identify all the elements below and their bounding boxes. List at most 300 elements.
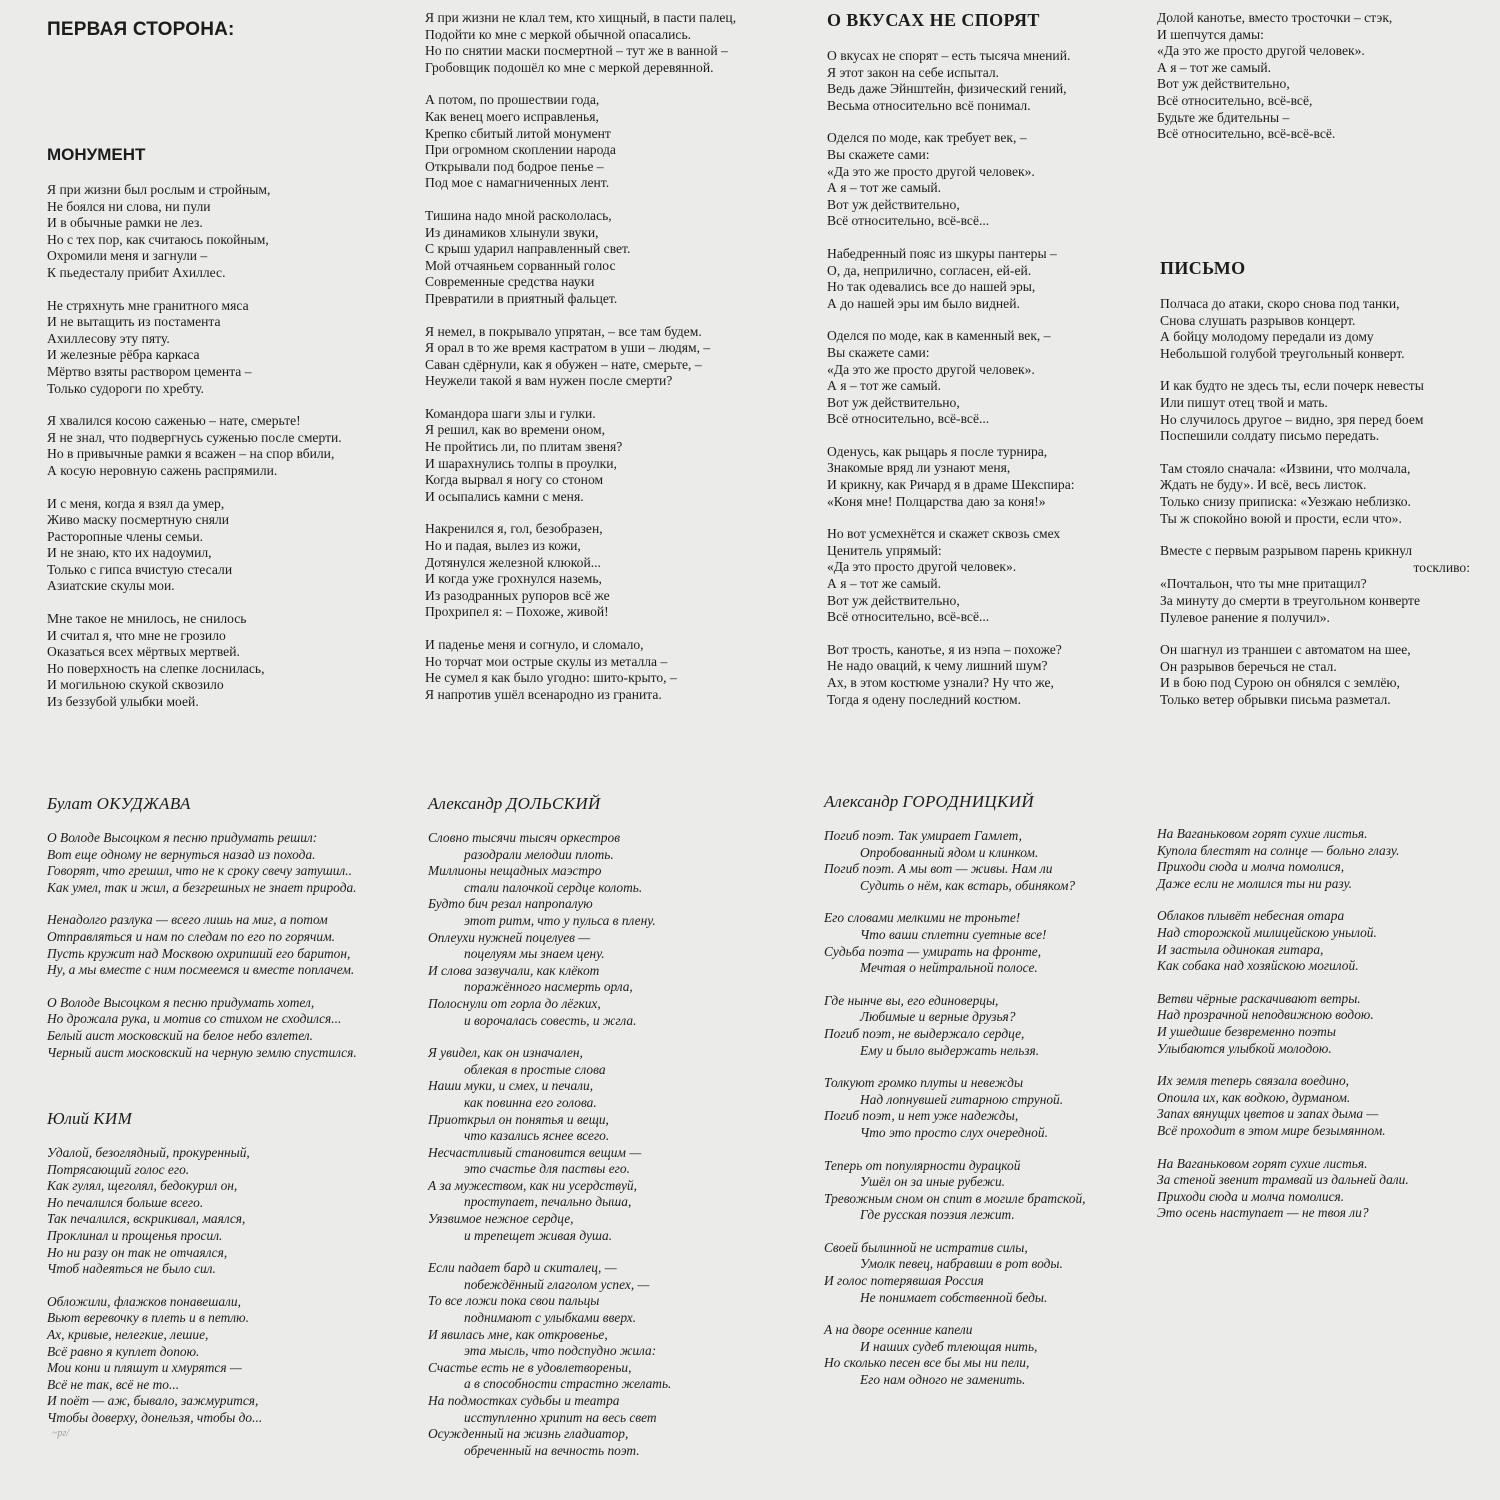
stanza bbox=[47, 413, 407, 479]
verse-line: Тревожным сном он спит в могиле братской, bbox=[824, 1190, 1086, 1206]
verse-line: Дотянулся железной клюкой... bbox=[425, 554, 601, 570]
verse-line: Из разодранных рупоров всё же bbox=[425, 587, 610, 603]
verse-line: Но в привычные рамки я всажен – на спор вбили, bbox=[47, 446, 335, 462]
verse-line: Опоила их, как водкою, дурманом. bbox=[1157, 1089, 1351, 1105]
stanza bbox=[824, 1075, 1144, 1141]
verse-line: и ворочалась совесть, и жгла. bbox=[464, 1012, 637, 1028]
pencil-mark: ~рг/ bbox=[52, 1428, 70, 1439]
verse-line: А до нашей эры им было видней. bbox=[827, 295, 1020, 311]
stanza bbox=[824, 828, 1144, 894]
verse-line: Пулевое ранение я получил». bbox=[1160, 609, 1330, 625]
verse-line: Судить о нём, как встарь, обиняком? bbox=[860, 877, 1076, 893]
verse-line: Отправляться и нам по следам по его по горячим. bbox=[47, 928, 336, 944]
verse-line: Ему и было выдержать нельзя. bbox=[860, 1042, 1040, 1058]
verse-line: О Володе Высоцком я песню придумать хотел, bbox=[47, 994, 315, 1010]
stanza bbox=[428, 1045, 758, 1244]
verse-line: Вот уж действительно, bbox=[827, 394, 960, 410]
verse-line: Мои кони и пляшут и хмурятся — bbox=[47, 1360, 242, 1376]
verse-line: На Ваганьковом горят сухие листья. bbox=[1157, 1155, 1368, 1171]
verse-line: Но с тех пор, как считаюсь покойным, bbox=[47, 231, 269, 247]
author-first-name: Булат bbox=[47, 794, 93, 813]
verse-line: И не знаю, кто их надоумил, bbox=[47, 545, 212, 561]
verse-line: Живо маску посмертную сняли bbox=[47, 512, 230, 528]
author-last-name: ОКУДЖАВА bbox=[96, 794, 191, 813]
verse-line: обреченный на вечность поэт. bbox=[464, 1442, 640, 1458]
verse-line: Что ваши сплетни суетные все! bbox=[860, 926, 1047, 942]
verse-line: А косую неровную сажень распрямили. bbox=[47, 462, 278, 478]
verse-line: Но торчат мои острые скулы из металла – bbox=[425, 653, 668, 669]
verse-line: Его словами мелкими не троньте! bbox=[824, 910, 1021, 926]
verse-line: Всё равно я куплет допою. bbox=[47, 1343, 200, 1359]
verse-line: Пусть кружит над Москвою охрипший его баритон, bbox=[47, 945, 351, 961]
verse-line: Командора шаги злы и гулки. bbox=[425, 405, 596, 421]
verse-line: А я – тот же самый. bbox=[1157, 59, 1272, 75]
author-first-name: Александр bbox=[824, 792, 899, 811]
dedication-kim bbox=[47, 1109, 407, 1443]
verse-line: Вот трость, канотье, я из нэпа – похоже? bbox=[827, 641, 1062, 657]
verse-line: Над прозрачной неподвижною водою. bbox=[1157, 1007, 1374, 1023]
dedication-gorodnitsky-continued bbox=[1157, 826, 1477, 1238]
verse-line: проступает, печально дыша, bbox=[464, 1194, 632, 1210]
verse-line: Тишина надо мной раскололась, bbox=[425, 207, 612, 223]
stanza bbox=[827, 246, 1137, 312]
verse-line: Поспешили солдату письмо передать. bbox=[1160, 428, 1380, 444]
verse-line: Над лопнувшей гитарною струной. bbox=[860, 1091, 1064, 1107]
verse-line: И могильною скукой сквозило bbox=[47, 677, 224, 693]
verse-line: Азиатские скулы мои. bbox=[47, 578, 175, 594]
verse-line: И застыла одинокая гитара, bbox=[1157, 941, 1324, 957]
verse-line: Я немел, в покрывало упрятан, – все там будем. bbox=[425, 323, 702, 339]
verse-line: И считал я, что мне не грозило bbox=[47, 627, 226, 643]
verse-line: Теперь от популярности дурацкой bbox=[824, 1157, 1021, 1173]
verse-line: И слова зазвучали, как клёкот bbox=[428, 962, 600, 978]
author-name bbox=[47, 1109, 407, 1129]
verse-line: Я решил, как во времени оном, bbox=[425, 422, 606, 438]
verse-line: Обложили, флажков понавешали, bbox=[47, 1293, 241, 1309]
verse-line: А я – тот же самый. bbox=[827, 378, 942, 394]
verse-line: Где русская поэзия лежит. bbox=[860, 1207, 1015, 1223]
verse-line: Открывали под бодрое пенье – bbox=[425, 158, 604, 174]
verse-line: и трепещет живая душа. bbox=[464, 1227, 613, 1243]
verse-line: «Коня мне! Полцарства даю за коня!» bbox=[827, 493, 1046, 509]
verse-line: Мечтая о нейтральной полосе. bbox=[860, 960, 1038, 976]
verse-line: О Володе Высоцком я песню придумать решил: bbox=[47, 830, 318, 845]
verse-line: Только судороги по хребту. bbox=[47, 380, 204, 396]
verse-line: Оденусь, как рыцарь я после турнира, bbox=[827, 443, 1048, 459]
song-text bbox=[425, 10, 795, 703]
verse-line: А за мужеством, как ни усердствуй, bbox=[428, 1177, 637, 1193]
dedication-dolsky bbox=[428, 794, 758, 1475]
verse-line: Так печалился, вскрикивал, маялся, bbox=[47, 1211, 246, 1227]
verse-line: Но сколько песен все бы мы ни пели, bbox=[824, 1355, 1030, 1371]
verse-line: Всё относительно, всё-всё... bbox=[827, 213, 990, 229]
verse-line: Запах вянущих цветов и запах дыма — bbox=[1157, 1106, 1379, 1122]
verse-line: Я орал в то же время кастратом в уши – людям, – bbox=[425, 340, 711, 356]
verse-line: Превратили в приятный фальцет. bbox=[425, 290, 618, 306]
song-letter bbox=[1160, 258, 1470, 724]
song-text bbox=[1157, 10, 1477, 143]
verse-line: Вы скажете сами: bbox=[827, 146, 930, 162]
side-heading-block bbox=[47, 19, 235, 41]
verse-line: Всё проходит в этом мире безымянном. bbox=[1157, 1122, 1386, 1138]
stanza bbox=[827, 444, 1137, 510]
stanza bbox=[428, 1260, 758, 1459]
verse-line: Всё относительно, всё-всё... bbox=[827, 609, 990, 625]
verse-line: Но ни разу он так не отчаялся, bbox=[47, 1244, 228, 1260]
verse-line: Если падает бард и скиталец, — bbox=[428, 1260, 617, 1276]
author-name bbox=[47, 794, 422, 814]
verse-line: Потрясающий голос его. bbox=[47, 1161, 190, 1177]
verse-line: это счастье для паствы его. bbox=[464, 1161, 630, 1177]
song-text bbox=[47, 182, 407, 711]
verse-line: Ну, а мы вместе с ним посмеемся и вместе поплачем. bbox=[47, 962, 355, 978]
verse-line: Весьма относительно всё понимал. bbox=[827, 97, 1031, 113]
verse-line: Улыбаются улыбкой молодою. bbox=[1157, 1040, 1332, 1056]
verse-line: А я – тот же самый. bbox=[827, 180, 942, 196]
song-monument bbox=[47, 145, 407, 727]
stanza bbox=[425, 92, 795, 192]
verse-line: Уязвимое нежное сердце, bbox=[428, 1211, 574, 1227]
song-text bbox=[1160, 296, 1470, 708]
stanza bbox=[824, 1322, 1144, 1388]
verse-line: тоскливо: bbox=[1413, 559, 1470, 575]
verse-line: Но и падая, вылез из кожи, bbox=[425, 538, 581, 554]
verse-line: И явилась мне, как откровенье, bbox=[428, 1326, 608, 1342]
verse-line: Я при жизни не клал тем, кто хищный, в пасти палец, bbox=[425, 10, 737, 25]
verse-line: Когда вырвал я ногу со стоном bbox=[425, 472, 604, 488]
verse-line: Это осень наступает — не твоя ли? bbox=[1157, 1205, 1369, 1221]
verse-line: Расторопные члены семьи. bbox=[47, 528, 204, 544]
stanza bbox=[1160, 543, 1470, 626]
verse-line: И крикну, как Ричард я в драме Шекспира: bbox=[827, 477, 1075, 493]
verse-line: Погиб поэт, не выдержало сердце, bbox=[824, 1025, 1025, 1041]
verse-line: Своей былинной не истратив силы, bbox=[824, 1239, 1028, 1255]
verse-line: «Да это просто другой человек». bbox=[827, 559, 1017, 575]
verse-line: Или пишут отец твой и мать. bbox=[1160, 394, 1328, 410]
author-name bbox=[824, 792, 1144, 812]
stanza bbox=[1157, 991, 1477, 1057]
verse-line: Осужденный на жизнь гладиатор, bbox=[428, 1426, 629, 1442]
verse-line: И паденье меня и согнуло, и сломало, bbox=[425, 637, 644, 652]
verse-line: На Ваганьковом горят сухие листья. bbox=[1157, 826, 1368, 841]
poem-text bbox=[47, 1145, 407, 1427]
stanza bbox=[1160, 642, 1470, 708]
verse-line: Как собака над хозяйскою могилой. bbox=[1157, 958, 1359, 974]
verse-line: Ушёл он за иные рубежи. bbox=[860, 1174, 1006, 1190]
verse-line: Я этот закон на себе испытал. bbox=[827, 64, 1000, 80]
verse-line: Из динамиков хлынули звуки, bbox=[425, 224, 599, 240]
verse-line: Ведь даже Эйнштейн, физический гений, bbox=[827, 81, 1067, 97]
verse-line: а в способности страстно желать. bbox=[464, 1376, 672, 1392]
verse-line: Я увидел, как он изначален, bbox=[428, 1045, 583, 1061]
verse-line: Полоснули от горла до лёгких, bbox=[428, 995, 601, 1011]
stanza bbox=[1157, 1073, 1477, 1139]
verse-line: Несчастливый становится вещим — bbox=[428, 1144, 642, 1160]
stanza bbox=[425, 10, 795, 76]
stanza bbox=[47, 182, 407, 282]
verse-line: Счастье есть не в удовлетвореньи, bbox=[428, 1359, 632, 1375]
verse-line: Чтоб надеяться не было сил. bbox=[47, 1261, 216, 1277]
verse-line: Черный аист московский на черную землю спустился. bbox=[47, 1044, 357, 1060]
verse-line: Но дрожала рука, и мотив со стихом не сходился... bbox=[47, 1011, 342, 1027]
verse-line: Удалой, безоглядный, прокуренный, bbox=[47, 1145, 250, 1160]
verse-line: Накренился я, гол, безобразен, bbox=[425, 521, 603, 537]
verse-line: Ах, в этом костюме узнали? Ну что же, bbox=[827, 675, 1054, 690]
verse-line: Приходи сюда и молча помолися, bbox=[1157, 859, 1345, 875]
verse-line: При огромном скоплении народа bbox=[425, 142, 616, 158]
stanza bbox=[1157, 826, 1477, 892]
verse-line: Под мое с намагниченных лент. bbox=[425, 175, 610, 191]
verse-line: Будьте же бдительны – bbox=[1157, 109, 1290, 125]
verse-line: Крепко сбитый литой монумент bbox=[425, 125, 611, 141]
verse-line: Не понимает собственной беды. bbox=[860, 1289, 1048, 1305]
verse-line: Снова слушать разрывов концерт. bbox=[1160, 312, 1356, 328]
verse-line: Вот еще одному не вернуться назад из похода. bbox=[47, 846, 316, 862]
verse-line: Только ветер обрывки письма разметал. bbox=[1160, 691, 1391, 707]
verse-line: Будто бич резал напропалую bbox=[428, 896, 593, 912]
verse-line: Ненадолго разлука — всего лишь на миг, а потом bbox=[47, 912, 328, 928]
verse-line: А на дворе осенние капели bbox=[824, 1322, 973, 1338]
dedication-okudzhava bbox=[47, 794, 422, 1077]
verse-line: Тогда я одену последний костюм. bbox=[827, 691, 1022, 707]
stanza bbox=[827, 328, 1137, 428]
verse-line: Говорят, что грешил, что не к сроку свечу затушил.. bbox=[47, 863, 352, 879]
dedication-gorodnitsky bbox=[824, 792, 1144, 1405]
verse-line: Оделся по моде, как в каменный век, – bbox=[827, 328, 1051, 344]
verse-line: Оплеухи нужней поцелуев — bbox=[428, 929, 591, 945]
verse-line: Миллионы нещадных маэстро bbox=[428, 863, 602, 879]
verse-line: Вот уж действительно, bbox=[827, 196, 960, 212]
verse-line: поцелуям мы знаем цену. bbox=[464, 946, 605, 962]
verse-line: Мне такое не мнилось, не снилось bbox=[47, 611, 247, 627]
verse-line: Облаков плывёт небесная отара bbox=[1157, 908, 1345, 924]
stanza bbox=[47, 830, 422, 896]
stanza bbox=[47, 1294, 407, 1427]
poem-text bbox=[428, 830, 758, 1459]
author-last-name: КИМ bbox=[93, 1109, 133, 1128]
verse-line: С крыш ударил направленный свет. bbox=[425, 241, 631, 257]
verse-line: О, да, неприлично, согласен, ей-ей. bbox=[827, 262, 1032, 278]
verse-line: облекая в простые слова bbox=[464, 1061, 606, 1077]
verse-line: Долой канотье, вместо тросточки – стэк, bbox=[1157, 10, 1393, 25]
verse-line: Даже если не молился ты ни разу. bbox=[1157, 875, 1353, 891]
verse-line: И шепчутся дамы: bbox=[1157, 26, 1264, 42]
stanza bbox=[824, 1158, 1144, 1224]
verse-line: Но случилось другое – видно, зря перед боем bbox=[1160, 411, 1424, 427]
stanza bbox=[425, 208, 795, 308]
verse-line: Всё относительно, всё-всё... bbox=[827, 411, 990, 427]
verse-line: поражённого насмерть орла, bbox=[464, 979, 633, 995]
verse-line: А бойцу молодому передали из дому bbox=[1160, 329, 1374, 345]
verse-line: Ветви чёрные раскачивают ветры. bbox=[1157, 990, 1361, 1006]
stanza bbox=[425, 324, 795, 390]
verse-line: Чтобы доверху, донельзя, чтобы до... bbox=[47, 1409, 263, 1425]
verse-line: А потом, по прошествии года, bbox=[425, 92, 600, 108]
verse-line: Погиб поэт. А мы вот — живы. Нам ли bbox=[824, 861, 1053, 877]
verse-line: Я не знал, что подвергнусь суженью после смерти. bbox=[47, 429, 342, 445]
verse-line: Всё относительно, всё-всё-всё. bbox=[1157, 126, 1336, 142]
verse-line: поднимают с улыбками вверх. bbox=[464, 1310, 637, 1326]
verse-line: Всё не так, всё не то... bbox=[47, 1376, 180, 1392]
verse-line: Погиб поэт, и нет уже надежды, bbox=[824, 1108, 1019, 1124]
verse-line: Только снизу приписка: «Уезжаю неблизко. bbox=[1160, 493, 1411, 509]
verse-line: На подмостках судьбы и театра bbox=[428, 1393, 620, 1408]
verse-line: Современные средства науки bbox=[425, 274, 595, 290]
verse-line: Гробовщик подошёл ко мне с меркой деревянной. bbox=[425, 59, 714, 75]
verse-line: Оказаться всех мёртвых мертвей. bbox=[47, 644, 240, 660]
verse-line: Приоткрыл он понятья и вещи, bbox=[428, 1111, 609, 1127]
verse-line: Ах, кривые, нелегкие, лешие, bbox=[47, 1326, 209, 1342]
song-text bbox=[827, 48, 1137, 708]
verse-line: Только с гипса вчистую стесали bbox=[47, 561, 233, 577]
song-title: ПИСЬМО bbox=[1160, 258, 1246, 278]
verse-line: За минуту до смерти в треугольном конверте bbox=[1160, 592, 1420, 608]
verse-line: Над сторожкой милицейскою унылой. bbox=[1157, 924, 1377, 940]
verse-line: Подойти ко мне с меркой обычной опасались. bbox=[425, 26, 692, 42]
verse-line: Проклинал и прощенья просил. bbox=[47, 1227, 223, 1243]
verse-line: Но вот усмехнётся и скажет сквозь смех bbox=[827, 526, 1061, 542]
verse-line: Не сумел я как было угодно: шито-крыто, – bbox=[425, 670, 677, 686]
verse-line: Опробованный ядом и клинком. bbox=[860, 844, 1039, 860]
verse-line: Толкуют громко плуты и невежды bbox=[824, 1075, 1024, 1091]
author-first-name: Александр bbox=[428, 794, 503, 813]
verse-line: И когда уже грохнулся наземь, bbox=[425, 571, 602, 587]
poem-text bbox=[47, 830, 422, 1061]
verse-line: Их земля теперь связала воедино, bbox=[1157, 1073, 1350, 1089]
verse-line: И наших судеб тлеющая нить, bbox=[860, 1338, 1038, 1354]
verse-line: Как умел, так и жил, а безгрешных не знает природа. bbox=[47, 879, 357, 895]
verse-line: Вместе с первым разрывом парень крикнул bbox=[1160, 543, 1413, 559]
stanza bbox=[827, 48, 1137, 114]
verse-line: Вы скажете сами: bbox=[827, 344, 930, 360]
verse-line: К пьедесталу прибит Ахиллес. bbox=[47, 264, 226, 280]
verse-line: Прохрипел я: – Похоже, живой! bbox=[425, 604, 609, 620]
verse-line: Любимые и верные друзья? bbox=[860, 1009, 1016, 1025]
verse-line: Неужели такой я вам нужен после смерти? bbox=[425, 373, 673, 389]
verse-line: За стеной звенит трамвай из дальней дали. bbox=[1157, 1172, 1409, 1188]
stanza bbox=[425, 521, 795, 621]
verse-line: Он разрывов беречься не стал. bbox=[1160, 658, 1337, 674]
song-title: МОНУМЕНТ bbox=[47, 145, 146, 164]
verse-line: И как будто не здесь ты, если почерк невесты bbox=[1160, 378, 1424, 394]
stanza bbox=[47, 611, 407, 711]
verse-line: «Да это же просто другой человек». bbox=[1157, 43, 1365, 59]
stanza bbox=[1157, 1156, 1477, 1222]
stanza bbox=[1160, 461, 1470, 527]
stanza bbox=[827, 642, 1137, 708]
verse-line: О вкусах не спорят – есть тысяча мнений. bbox=[827, 48, 1071, 63]
verse-line: Где нынче вы, его единоверцы, bbox=[824, 992, 999, 1008]
verse-line: Я хвалился косою саженью – нате, смерьте! bbox=[47, 413, 301, 429]
author-name bbox=[428, 794, 758, 814]
verse-line: Его нам одного не заменить. bbox=[860, 1372, 1026, 1388]
verse-line: Там стояло сначала: «Извини, что молчала, bbox=[1160, 460, 1411, 476]
stanza bbox=[824, 910, 1144, 976]
verse-line: И не вытащить из постамента bbox=[47, 314, 221, 330]
stanza bbox=[47, 1145, 407, 1278]
verse-line: И с меня, когда я взял да умер, bbox=[47, 495, 225, 511]
verse-line: Но печалился больше всего. bbox=[47, 1194, 204, 1210]
verse-line: Ты ж спокойно воюй и прости, если что». bbox=[1160, 510, 1402, 526]
verse-line: стали палочкой сердце колоть. bbox=[464, 879, 643, 895]
verse-line: этот ритм, что у пульса в плену. bbox=[464, 912, 656, 928]
verse-line: Белый аист московский на белое небо взлетел. bbox=[47, 1027, 313, 1043]
verse-line: разодрали мелодии плоть. bbox=[464, 846, 614, 862]
verse-line: Не боялся ни слова, ни пули bbox=[47, 198, 211, 214]
verse-line: Приходи сюда и молча помолися. bbox=[1157, 1188, 1345, 1204]
verse-line: Вот уж действительно, bbox=[1157, 76, 1290, 92]
author-last-name: ДОЛЬСКИЙ bbox=[506, 794, 601, 813]
poem-text bbox=[1157, 826, 1477, 1222]
verse-line: Но по снятии маски посмертной – тут же в ванной – bbox=[425, 43, 728, 59]
verse-line: Погиб поэт. Так умирает Гамлет, bbox=[824, 828, 1022, 843]
verse-line: Охромили меня и загнули – bbox=[47, 248, 208, 264]
verse-line: И поёт — аж, бывало, зажмурится, bbox=[47, 1393, 259, 1409]
verse-line: Но поверхность на слепке лоснилась, bbox=[47, 660, 265, 676]
stanza bbox=[824, 1240, 1144, 1306]
verse-line: Не пройтись ли, по плитам звеня? bbox=[425, 439, 623, 455]
verse-line: Умолк певец, набравши в рот воды. bbox=[860, 1256, 1063, 1272]
verse-line: Не стряхнуть мне гранитного мяса bbox=[47, 297, 249, 313]
song-monument-continued bbox=[425, 10, 795, 719]
verse-line: «Почтальон, что ты мне притащил? bbox=[1160, 576, 1367, 592]
verse-line: И в бою под Сурою он обнялся с землёю, bbox=[1160, 675, 1400, 691]
verse-line: Я напротив ушёл всенародно из гранита. bbox=[425, 686, 662, 702]
verse-line: А я – тот же самый. bbox=[827, 576, 942, 592]
verse-line: эта мысль, что подспудно жила: bbox=[464, 1343, 657, 1359]
verse-line: И ушедшие безвременно поэты bbox=[1157, 1023, 1336, 1039]
song-tastes bbox=[827, 10, 1137, 724]
verse-line: И железные рёбра каркаса bbox=[47, 347, 200, 363]
author-first-name: Юлий bbox=[47, 1109, 89, 1128]
verse-line: что казались яснее всего. bbox=[464, 1128, 610, 1144]
stanza bbox=[47, 298, 407, 398]
stanza bbox=[1157, 10, 1477, 143]
verse-line: И голос потерявшая Россия bbox=[824, 1273, 984, 1289]
verse-line: Из беззубой улыбки моей. bbox=[47, 694, 199, 710]
verse-line: Всё относительно, всё-всё, bbox=[1157, 92, 1313, 108]
verse-line: Саван сдёрнули, как я обужен – нате, смерьте, – bbox=[425, 356, 702, 372]
verse-line: побеждённый глаголом успех, — bbox=[464, 1276, 650, 1292]
verse-line: Что это просто слух очередной. bbox=[860, 1124, 1048, 1140]
verse-line: Как гулял, щеголял, бедокурил он, bbox=[47, 1178, 238, 1194]
verse-line: Он шагнул из траншеи с автоматом на шее, bbox=[1160, 642, 1411, 658]
verse-line: Знакомые вряд ли узнают меня, bbox=[827, 460, 1011, 476]
verse-line: Оделся по моде, как требует век, – bbox=[827, 130, 1027, 146]
verse-line: Небольшой голубой треугольный конверт. bbox=[1160, 345, 1405, 361]
stanza bbox=[425, 406, 795, 506]
stanza bbox=[425, 637, 795, 703]
verse-line: «Да это же просто другой человек». bbox=[827, 361, 1035, 377]
author-last-name: ГОРОДНИЦКИЙ bbox=[902, 792, 1035, 811]
song-tastes-continued bbox=[1157, 10, 1477, 159]
verse-line: Вот уж действительно, bbox=[827, 592, 960, 608]
verse-line: исступленно хрипит на весь свет bbox=[464, 1409, 657, 1425]
verse-line: Судьба поэта — умирать на фронте, bbox=[824, 943, 1042, 959]
verse-line: То все ложи пока свои пальцы bbox=[428, 1293, 600, 1309]
side-heading: ПЕРВАЯ СТОРОНА: bbox=[47, 19, 235, 40]
stanza bbox=[827, 526, 1137, 626]
song-title: О ВКУСАХ НЕ СПОРЯТ bbox=[827, 10, 1040, 30]
stanza bbox=[47, 995, 422, 1061]
verse-line: Словно тысячи тысяч оркестров bbox=[428, 830, 621, 845]
verse-line: Ценитель упрямый: bbox=[827, 542, 942, 558]
stanza bbox=[47, 912, 422, 978]
verse-line: Ахиллесову эту пяту. bbox=[47, 330, 170, 346]
verse-line: И осыпались камни с меня. bbox=[425, 488, 584, 504]
verse-line: Наши муки, и смех, и печали, bbox=[428, 1078, 594, 1094]
verse-line: Набедренный пояс из шкуры пантеры – bbox=[827, 245, 1057, 261]
